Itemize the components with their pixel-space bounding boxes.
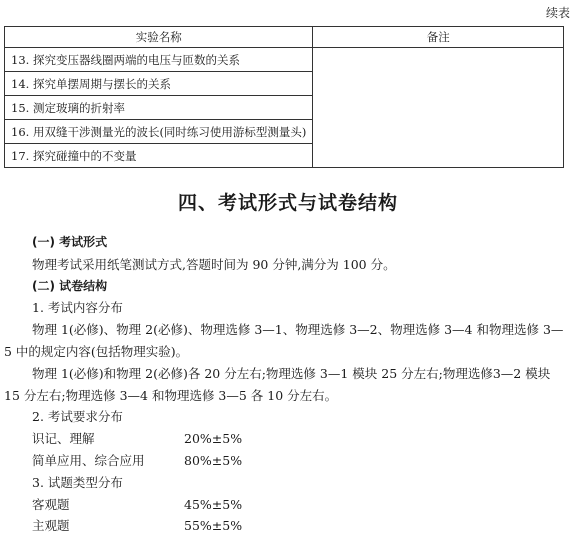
table-row xyxy=(5,48,564,72)
content-distribution-heading: 1. 考试内容分布 xyxy=(32,300,123,316)
content-distribution-para-2: 物理 1(必修)和物理 2(必修)各 20 分左右;物理选修 3—1 模块 25 分左右;物理选修3—2 模块 15 分左右;物理选修 3—4 和物理选修 3—5 各 10 分左右。 xyxy=(4,365,551,403)
requirement-row xyxy=(4,450,570,472)
section-title: 四、考试形式与试卷结构 xyxy=(177,192,398,214)
question-type-label: 主观题 xyxy=(32,518,70,534)
question-type-value: 45%±5% xyxy=(184,496,243,512)
experiment-name-cell: 13. 探究变压器线圈两端的电压与匝数的关系 xyxy=(5,48,313,72)
requirement-distribution-heading: 2. 考试要求分布 xyxy=(32,409,123,425)
header-remarks: 备注 xyxy=(313,27,564,48)
question-type-row xyxy=(4,494,570,516)
requirement-value: 80%±5% xyxy=(184,452,243,468)
paper-structure-heading: (二) 试卷结构 xyxy=(32,278,108,293)
exam-form-heading: (一) 考试形式 xyxy=(32,235,108,249)
requirement-label: 识记、理解 xyxy=(32,431,95,447)
question-type-heading: 3. 试题类型分布 xyxy=(32,474,123,490)
header-experiment-name: 实验名称 xyxy=(5,27,313,48)
experiment-name-cell: 14. 探究单摆周期与摆长的关系 xyxy=(5,72,313,96)
requirement-value: 20%±5% xyxy=(184,431,243,447)
remarks-cell xyxy=(313,48,564,168)
experiment-name-cell: 17. 探究碰撞中的不变量 xyxy=(5,144,313,168)
continued-label: 续表 xyxy=(545,6,570,20)
requirement-row xyxy=(4,428,570,450)
experiment-table xyxy=(4,26,564,168)
experiment-name-cell: 15. 测定玻璃的折射率 xyxy=(5,96,313,120)
section-body xyxy=(4,232,570,537)
content-distribution-para-1: 物理 1(必修)、物理 2(必修)、物理选修 3—1、物理选修 3—2、物理选修 3—4 和物理选修 3—5 中的规定内容(包括物理实验)。 xyxy=(4,322,564,359)
table-header-row xyxy=(5,27,564,48)
exam-form-text: 物理考试采用纸笔测试方式,答题时间为 90 分钟,满分为 100 分。 xyxy=(32,256,396,272)
question-type-value: 55%±5% xyxy=(184,518,243,534)
requirement-label: 简单应用、综合应用 xyxy=(32,452,145,468)
experiment-name-cell: 16. 用双缝干涉测量光的波长(同时练习使用游标型测量头) xyxy=(5,120,313,144)
question-type-label: 客观题 xyxy=(32,496,70,512)
